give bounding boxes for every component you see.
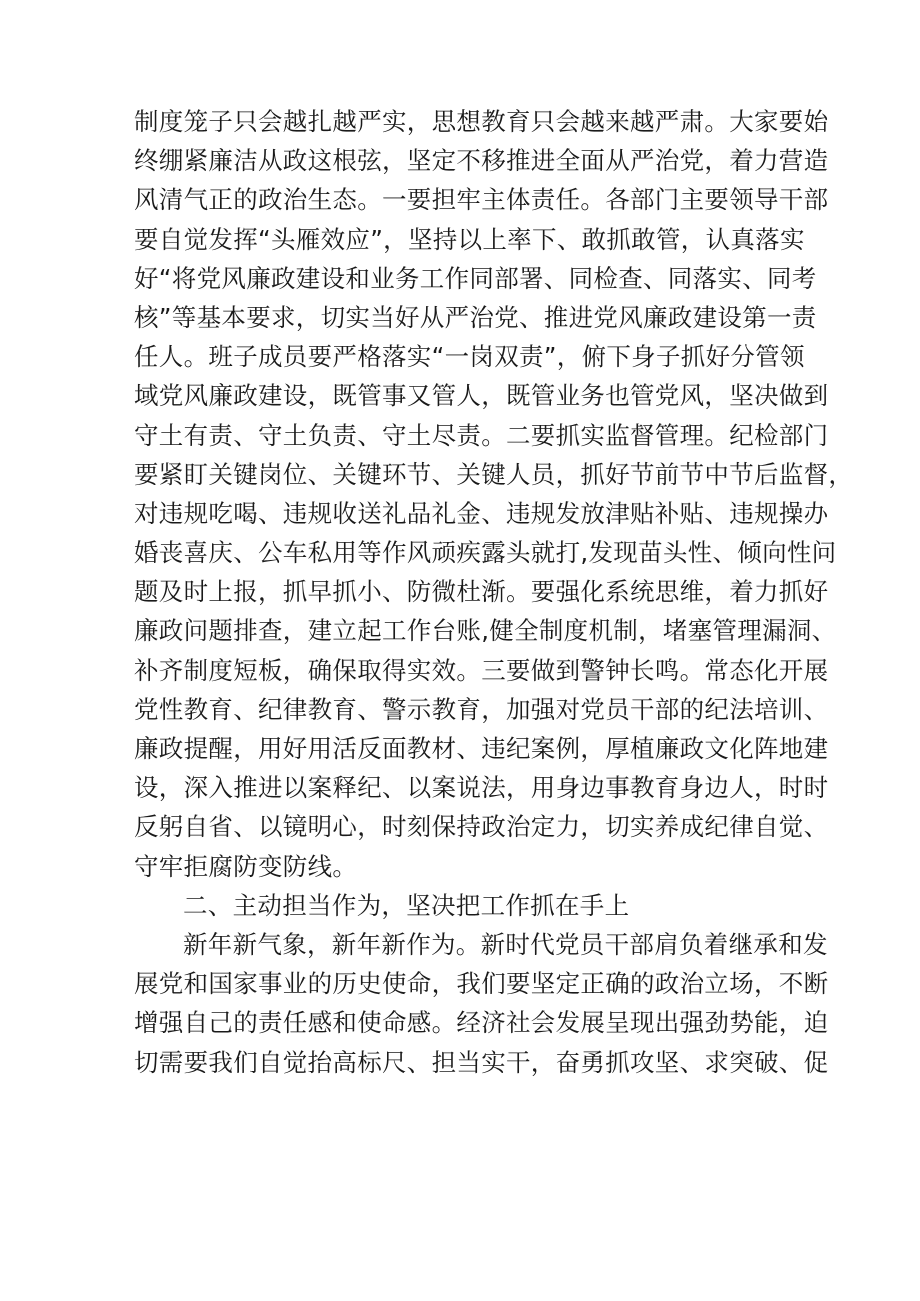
paragraph-line: 补齐制度短板，确保取得实效。三要做到警钟长鸣。常态化开展 [134, 655, 829, 685]
paragraph-line: 终绷紧廉洁从政这根弦，坚定不移推进全面从严治党，着力营造 [134, 146, 829, 176]
paragraph-line: 制度笼子只会越扎越严实，思想教育只会越来越严肃。大家要始 [134, 107, 829, 136]
paragraph-line: 设，深入推进以案释纪、以案说法，用身边事教育身边人，时时 [134, 773, 829, 803]
paragraph-line: 题及时上报，抓早抓小、防微杜渐。要强化系统思维，着力抓好 [134, 577, 829, 607]
paragraph-line: 廉政问题排查，建立起工作台账,健全制度机制，堵塞管理漏洞、 [134, 616, 837, 646]
paragraph-line: 守牢拒腐防变防线。 [134, 851, 358, 881]
document-body [134, 102, 854, 1082]
section-heading: 二、主动担当作为，坚决把工作抓在手上 [183, 890, 630, 920]
paragraph-line: 核”等基本要求，切实当好从严治党、推进党风廉政建设第一责 [134, 302, 817, 332]
paragraph-line: 要紧盯关键岗位、关键环节、关键人员，抓好节前节中节后监督， [134, 459, 854, 489]
paragraph-line: 婚丧喜庆、公车私用等作风顽疾露头就打,发现苗头性、倾向性问 [134, 538, 837, 568]
paragraph-line: 任人。班子成员要严格落实“一岗双责”，俯下身子抓好分管领 [134, 342, 805, 372]
paragraph-line: 廉政提醒，用好用活反面教材、违纪案例，厚植廉政文化阵地建 [134, 734, 829, 763]
paragraph-line: 好“将党风廉政建设和业务工作同部署、同检查、同落实、同考 [134, 263, 817, 293]
paragraph-line: 展党和国家事业的历史使命，我们要坚定正确的政治立场，不断 [134, 969, 829, 999]
paragraph-1 [134, 102, 854, 886]
paragraph-line: 反躬自省、以镜明心，时刻保持政治定力，切实养成纪律自觉、 [134, 812, 829, 842]
paragraph-line: 域党风廉政建设，既管事又管人，既管业务也管党风，坚决做到 [134, 381, 829, 411]
paragraph-2 [134, 925, 829, 1082]
paragraph-line: 切需要我们自觉抬高标尺、担当实干，奋勇抓攻坚、求突破、促 [134, 1047, 829, 1077]
paragraph-line: 风清气正的政治生态。一要担牢主体责任。各部门主要领导干部 [134, 185, 829, 215]
paragraph-line: 对违规吃喝、违规收送礼品礼金、违规发放津贴补贴、违规操办 [134, 498, 829, 528]
paragraph-line: 党性教育、纪律教育、警示教育，加强对党员干部的纪法培训、 [134, 694, 829, 724]
paragraph-line: 守土有责、守土负责、守土尽责。二要抓实监督管理。纪检部门 [134, 420, 829, 450]
paragraph-line: 新年新气象，新年新作为。新时代党员干部肩负着继承和发 [183, 929, 828, 959]
paragraph-line: 要自觉发挥“头雁效应”，坚持以上率下、敢抓敢管，认真落实 [134, 224, 805, 254]
paragraph-line: 增强自己的责任感和使命感。经济社会发展呈现出强劲势能，迫 [134, 1008, 829, 1038]
